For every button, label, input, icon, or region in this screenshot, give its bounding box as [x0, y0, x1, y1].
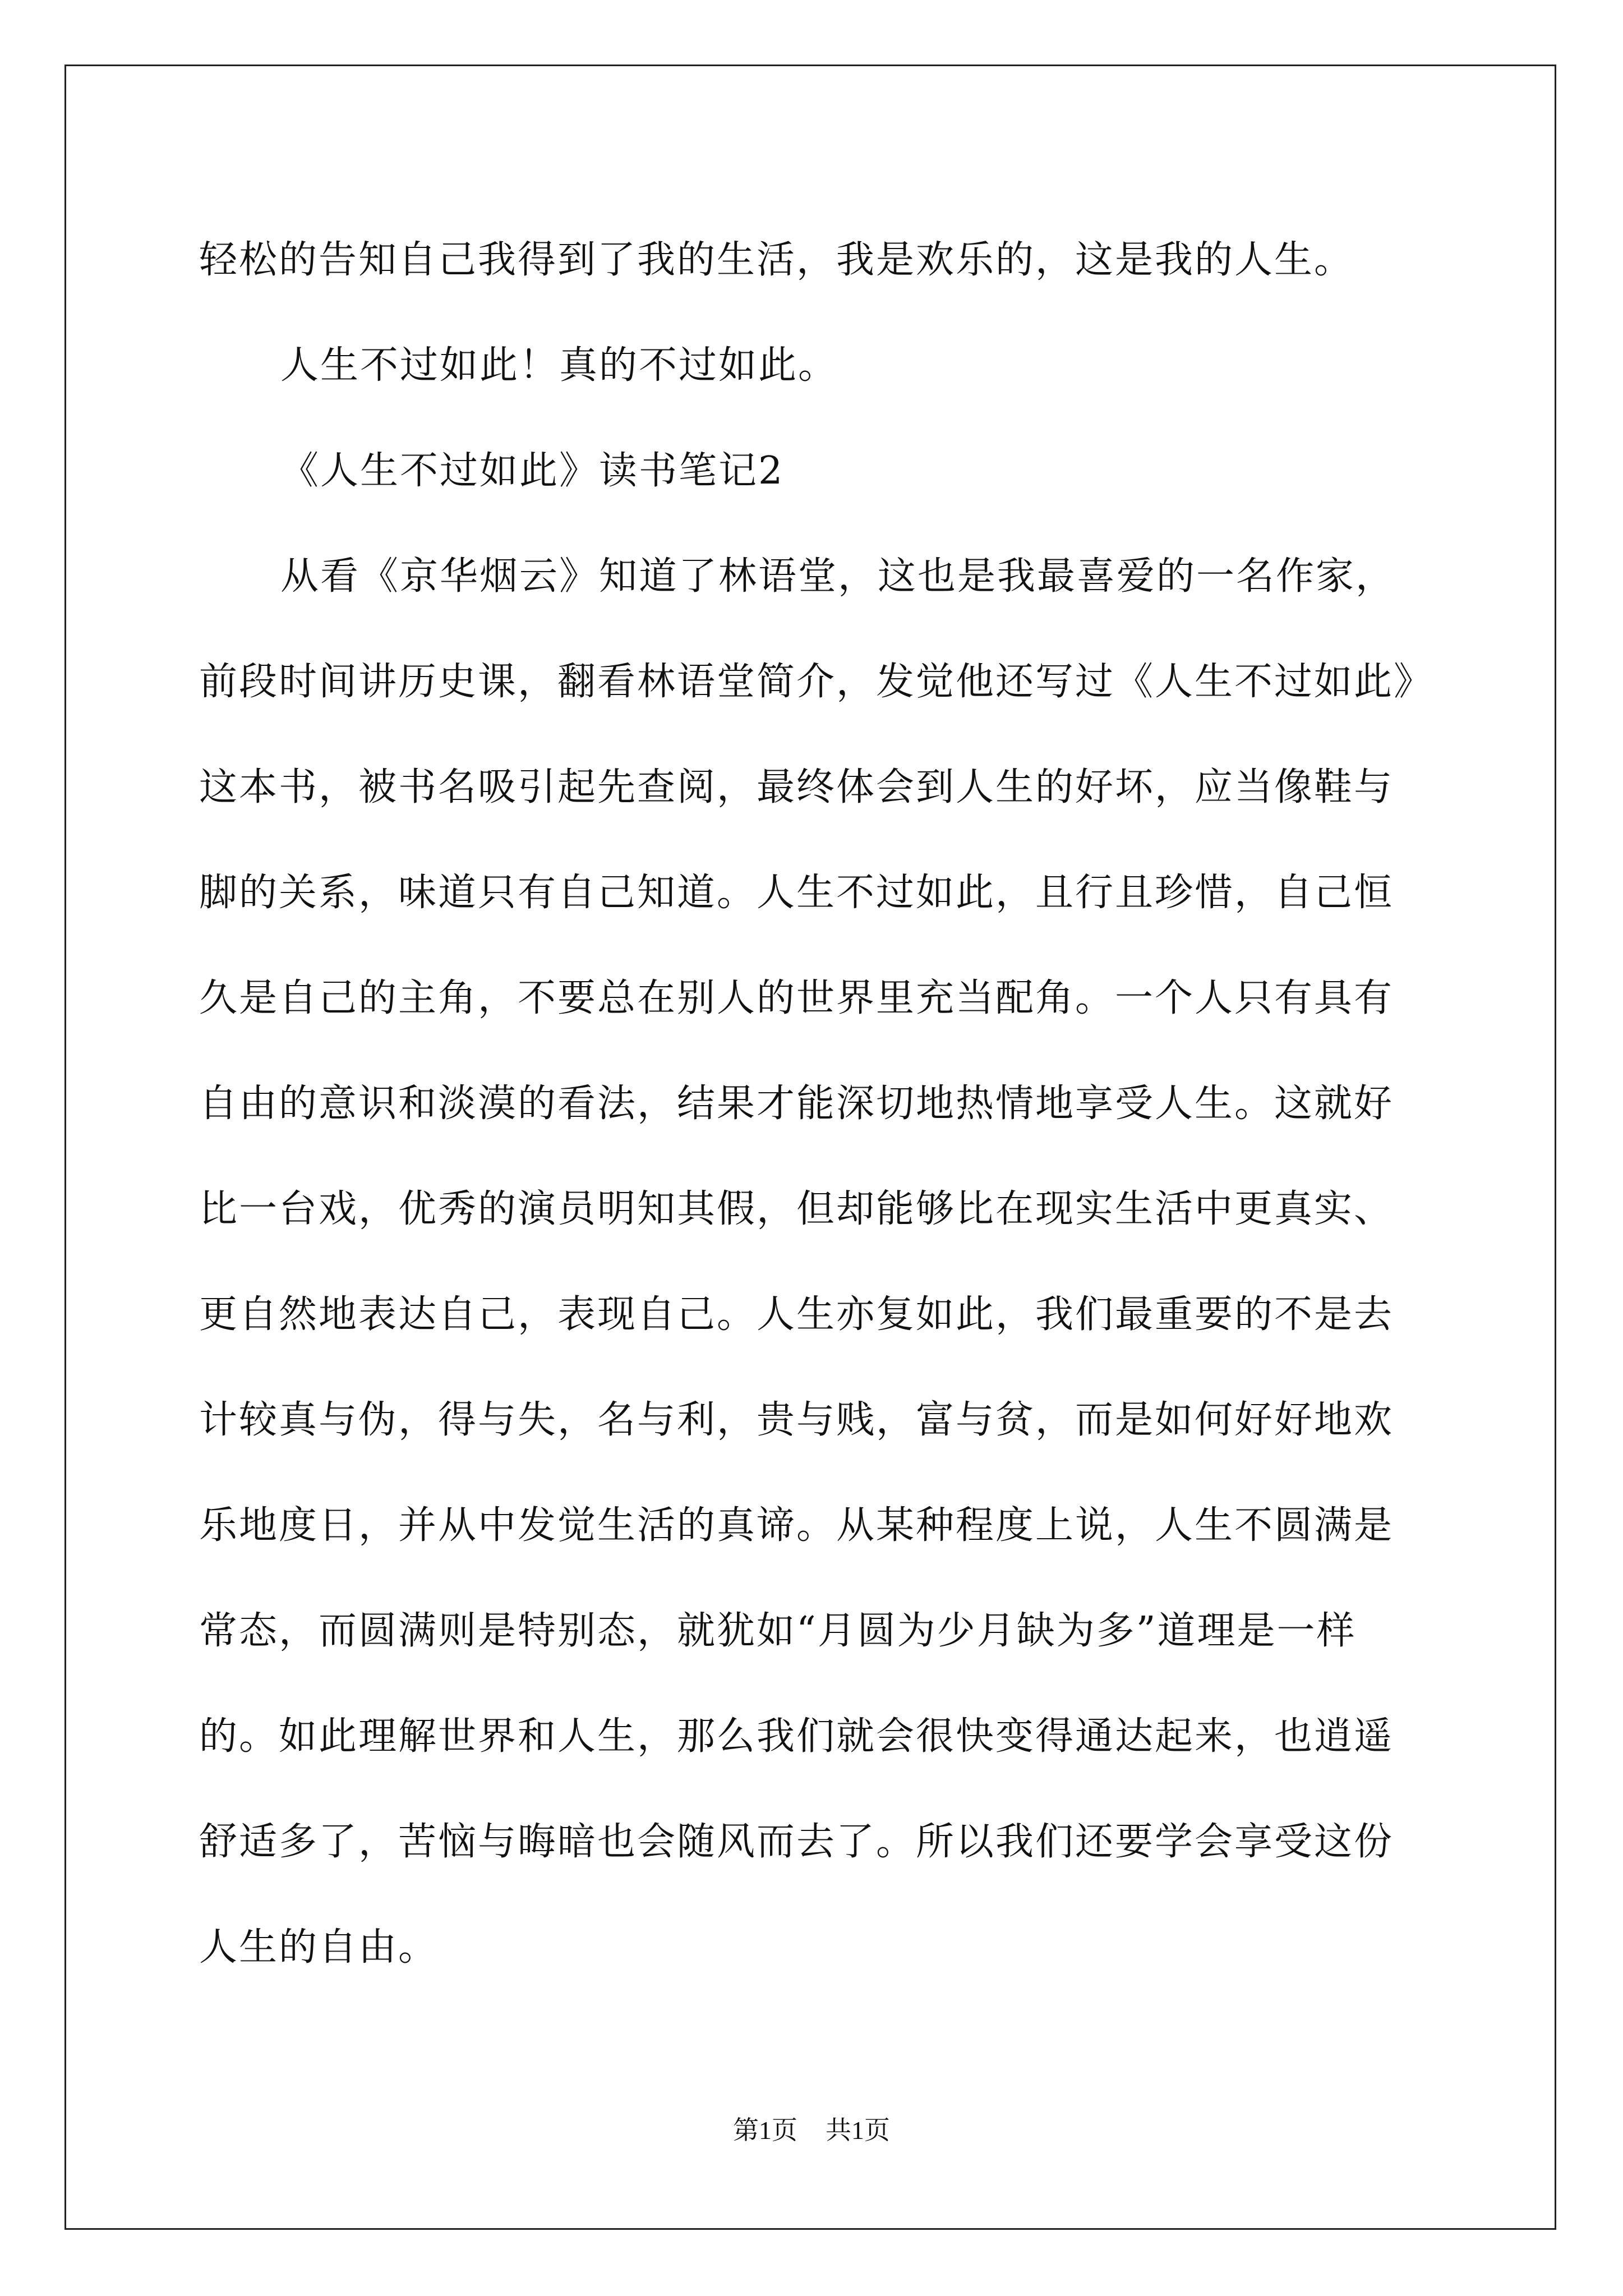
text-line-13: 乐地度日，并从中发觉生活的真谛。从某种程度上说，人生不圆满是: [199, 1503, 1394, 1548]
text-line-14: 常态，而圆满则是特别态，就犹如“月圆为少月缺为多”道理是一样: [199, 1609, 1357, 1653]
text-line-15: 的。如此理解世界和人生，那么我们就会很快变得通达起来，也逍遥: [199, 1714, 1394, 1759]
text-line-17: 人生的自由。: [199, 1925, 439, 1970]
text-line-1: 轻松的告知自己我得到了我的生活，我是欢乐的，这是我的人生。: [199, 238, 1354, 282]
total-pages: 共1页: [826, 2116, 890, 2145]
page-number: 第1页: [733, 2116, 797, 2145]
text-line-2: 人生不过如此！真的不过如此。: [280, 343, 838, 388]
text-line-12: 计较真与伪，得与失，名与利，贵与贱，富与贫，而是如何好好地欢: [199, 1398, 1394, 1442]
text-line-8: 久是自己的主角，不要总在别人的世界里充当配角。一个人只有具有: [199, 976, 1394, 1020]
section-heading: 《人生不过如此》读书笔记2: [280, 449, 785, 493]
text-line-9: 自由的意识和淡漠的看法，结果才能深切地热情地享受人生。这就好: [199, 1082, 1394, 1126]
document-body: [199, 208, 1455, 2000]
page-footer: [0, 2114, 1623, 2147]
text-line-5: 前段时间讲历史课，翻看林语堂简介，发觉他还写过《人生不过如此》: [199, 660, 1434, 704]
text-line-7: 脚的关系，味道只有自己知道。人生不过如此，且行且珍惜，自己恒: [199, 871, 1394, 915]
text-line-10: 比一台戏，优秀的演员明知其假，但却能够比在现实生活中更真实、: [199, 1187, 1394, 1231]
text-line-16: 舒适多了，苦恼与晦暗也会随风而去了。所以我们还要学会享受这份: [199, 1820, 1394, 1864]
text-line-11: 更自然地表达自己，表现自己。人生亦复如此，我们最重要的不是去: [199, 1292, 1394, 1337]
text-line-4: 从看《京华烟云》知道了林语堂，这也是我最喜爱的一名作家，: [280, 554, 1396, 599]
text-line-6: 这本书，被书名吸引起先查阅，最终体会到人生的好坏，应当像鞋与: [199, 765, 1394, 809]
